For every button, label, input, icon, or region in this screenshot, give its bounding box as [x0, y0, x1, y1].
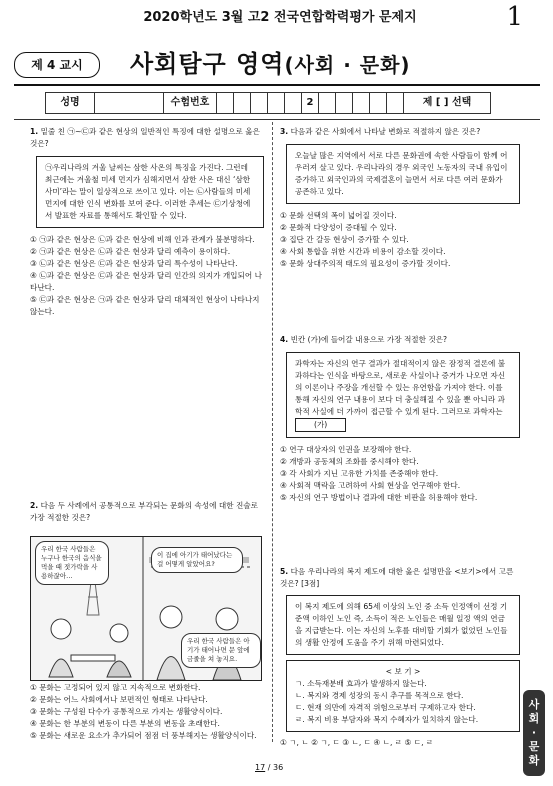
total-pages: 36 [272, 763, 284, 772]
option-item[interactable]: ④ 문화는 한 부분의 변동이 다른 부분의 변동을 초래한다. [30, 719, 220, 728]
option-item[interactable]: ④ ㉡과 같은 현상은 ㉢과 같은 현상과 달리 인간의 의지가 개입되어 나타난다. [30, 271, 262, 292]
question-4-number: 4. [280, 335, 289, 344]
info-rule [14, 119, 540, 120]
option-item[interactable]: ③ ㉡과 같은 현상은 ㉢과 같은 현상과 달리 특수성이 나타난다. [30, 259, 238, 268]
option-item[interactable]: ③ 각 사회가 지닌 고유한 가치를 존중해야 한다. [280, 469, 439, 478]
exam-no-box[interactable] [370, 93, 387, 113]
option-item[interactable]: ⑤ 문화 상대주의적 태도의 필요성이 증가할 것이다. [280, 259, 451, 268]
side-tab-char: · [531, 726, 537, 739]
page-number: 1 [506, 2, 523, 32]
question-1-text: 밑줄 친 ㉠~㉢과 같은 현상의 일반적인 특징에 대한 설명으로 옳은 것은? [30, 127, 260, 148]
bogi-item: ㄹ. 복지 비용 부담자와 복지 수혜자가 일치하지 않는다. [295, 715, 479, 724]
exam-no-box[interactable] [234, 93, 251, 113]
page-separator: / [267, 763, 271, 772]
question-4-passage-text: 과학자는 자신의 연구 결과가 절대적이지 않은 잠정적 결론에 불과하다는 인식을 바탕으로, 새로운 사실이나 증거가 나오면 자신의 이론이나 주장을 개선할 수 있는 유연함을 가져야 한다. 이를 통해 자신의 연구 내용이 보다 더 충실해질 수 있을 뿐 아니라 과학적 사실에 더 가까이 접근할 수 있게 된다. 그러므로 과학자는 [295, 359, 506, 416]
question-4-passage [286, 352, 520, 438]
question-2-text: 다음 두 사례에서 공통적으로 부각되는 문화의 속성에 대한 진술로 가장 적절한 것은? [30, 501, 258, 522]
side-tab-char: 사 [528, 698, 540, 711]
question-5-passage: 이 복지 제도에 의해 65세 이상의 노인 중 소득 인정액이 선정 기준액 이하인 노인 즉, 소득이 적은 노인들은 매월 일정 액의 연금을 지급받는다. 이는 자신의 노후를 대비할 기회가 없었던 노인들의 생활 안정에 도움을 주기 위해 마련되었다. [286, 595, 520, 655]
bogi-item: ㄱ. 소득재분배 효과가 발생하지 않는다. [295, 679, 427, 688]
exam-no-label: 수험번호 [164, 93, 217, 113]
option-item[interactable]: ③ 문화는 구성원 다수가 공통적으로 가지는 생활양식이다. [30, 707, 223, 716]
student-info-row [45, 92, 491, 114]
exam-no-box[interactable] [387, 93, 404, 113]
question-2-options [30, 682, 264, 742]
question-1-number: 1. [30, 127, 39, 136]
option-item[interactable]: ② ㉠과 같은 현상은 ㉡과 같은 현상과 달리 예측이 용이하다. [30, 247, 231, 256]
question-4-stem [280, 334, 520, 346]
question-5-number: 5. [280, 567, 289, 576]
name-label: 성명 [46, 93, 95, 113]
option-item[interactable]: ② 문화적 다양성이 증대될 수 있다. [280, 223, 397, 232]
option-item[interactable]: ② 개방과 공동체의 조화를 중시해야 한다. [280, 457, 419, 466]
exam-no-box[interactable] [268, 93, 285, 113]
exam-no-box[interactable] [336, 93, 353, 113]
page-counter [255, 763, 283, 772]
question-2-number: 2. [30, 501, 39, 510]
option-item[interactable]: ③ 집단 간 갈등 현상이 증가할 수 있다. [280, 235, 409, 244]
current-page: 17 [255, 763, 266, 772]
question-4-text: 빈칸 (가)에 들어갈 내용으로 가장 적절한 것은? [290, 335, 448, 344]
question-1-options [30, 234, 264, 318]
speech-bubble: 이 집에 아기가 태어났다는 걸 어떻게 알았어요? [151, 547, 243, 573]
exam-no-box[interactable] [285, 93, 302, 113]
blank-box: (가) [295, 418, 346, 432]
option-item[interactable]: ⑤ ㉢과 같은 현상은 ㉠과 같은 현상과 달리 대체적인 현상이 나타나지 않는다. [30, 295, 260, 316]
bogi-item: ㄷ. 현재 의만에 자격적 위험으로부터 구제하고자 한다. [295, 703, 476, 712]
speech-bubble: 우리 한국 사람들은 아기가 태어나면 문 앞에 금줄을 쳐 놓지요. [181, 633, 261, 668]
question-5-stem [280, 566, 520, 590]
question-3-passage: 오늘날 많은 지역에서 서로 다른 문화권에 속한 사람들이 함께 어우러져 살고 있다. 우리나라의 경우 외국인 노동자의 국내 유입이 증가하고 외국인과의 국제결혼이 늘면서 서로 다른 여러 문화가 공존하고 있다. [286, 144, 520, 204]
exam-no-digit: 2 [302, 93, 319, 113]
question-1-stem [30, 126, 264, 150]
subject-main: 사회탐구 영역 [130, 50, 285, 78]
header-rule [14, 84, 540, 86]
bogi-title: < 보 기 > [385, 667, 421, 676]
name-field[interactable] [95, 93, 164, 113]
column-divider [272, 122, 273, 742]
option-item[interactable]: ① 문화 선택의 폭이 넓어질 것이다. [280, 211, 397, 220]
exam-title: 2020학년도 3월 고2 전국연합학력평가 문제지 [143, 10, 417, 25]
option-item[interactable]: ① 연구 대상자의 인권을 보장해야 한다. [280, 445, 412, 454]
side-tab-char: 회 [528, 712, 540, 725]
question-4 [280, 334, 520, 504]
exam-no-box[interactable] [217, 93, 234, 113]
bogi-box [286, 660, 520, 732]
question-2-stem [30, 500, 264, 524]
question-3-options [280, 210, 520, 270]
question-5-options[interactable]: ① ㄱ, ㄴ ② ㄱ, ㄷ ③ ㄴ, ㄷ ④ ㄴ, ㄹ ⑤ ㄷ, ㄹ [280, 738, 434, 747]
question-5 [280, 566, 520, 749]
option-item[interactable]: ① ㉠과 같은 현상은 ㉡과 같은 현상에 비해 인과 관계가 불분명하다. [30, 235, 255, 244]
question-3-stem [280, 126, 520, 138]
option-item[interactable]: ② 문화는 어느 사회에서나 보편적인 형태로 나타난다. [30, 695, 208, 704]
exam-no-box[interactable] [251, 93, 268, 113]
question-2-cartoon [30, 536, 262, 681]
exam-no-box[interactable] [353, 93, 370, 113]
subject-sub: (사회 · 문화) [284, 53, 411, 77]
option-item[interactable]: ④ 사회 통합을 위한 시간과 비용이 감소할 것이다. [280, 247, 446, 256]
side-tab-char: 문 [528, 740, 540, 753]
option-item[interactable]: ① 문화는 고정되어 있지 않고 지속적으로 변화한다. [30, 683, 201, 692]
question-4-options [280, 444, 520, 504]
question-3-text: 다음과 같은 사회에서 나타날 변화로 적절하지 않은 것은? [290, 127, 481, 136]
question-5-text: 다음 우리나라의 복지 제도에 대한 옳은 설명만을 <보기>에서 고른 것은? [3점] [280, 567, 514, 588]
question-1 [30, 126, 264, 318]
option-item[interactable]: ④ 사회적 맥락을 고려하여 사회 현상을 연구해야 한다. [280, 481, 461, 490]
question-3-number: 3. [280, 127, 289, 136]
question-1-passage: ㉠우리나라의 겨울 날씨는 삼한 사온의 특징을 가진다. 그런데 최근에는 겨울철 미세 먼지가 심해지면서 삼한 사온 대신 ‘삼한사미’라는 말이 일상적으로 쓰이고 있다. 이는 ㉡사람들의 미세 먼지에 대한 인식 변화를 보여 준다. 이러한 추세는 ㉢기상청에서 발표한 자료를 통해서도 확인할 수 있다. [36, 156, 264, 228]
option-item[interactable]: ⑤ 문화는 새로운 요소가 추가되어 점점 더 풍부해지는 생활양식이다. [30, 731, 257, 740]
period-badge: 제 4 교시 [14, 52, 100, 78]
choice-label: 제 [ ] 선택 [422, 97, 472, 108]
bogi-item: ㄴ. 복지와 경제 성장의 동시 추구를 목적으로 한다. [295, 691, 464, 700]
speech-bubble: 우리 한국 사람들은 누구나 한국의 음식을 먹을 때 젓가락을 사용하잖아… [35, 541, 109, 585]
option-item[interactable]: ⑤ 자신의 연구 방법이나 결과에 대한 비판을 허용해야 한다. [280, 493, 478, 502]
side-tab-char: 화 [528, 754, 540, 767]
subject-title [130, 44, 411, 79]
subject-side-tab [523, 690, 545, 776]
question-2 [30, 682, 264, 742]
question-3 [280, 126, 520, 270]
exam-no-box[interactable] [319, 93, 336, 113]
